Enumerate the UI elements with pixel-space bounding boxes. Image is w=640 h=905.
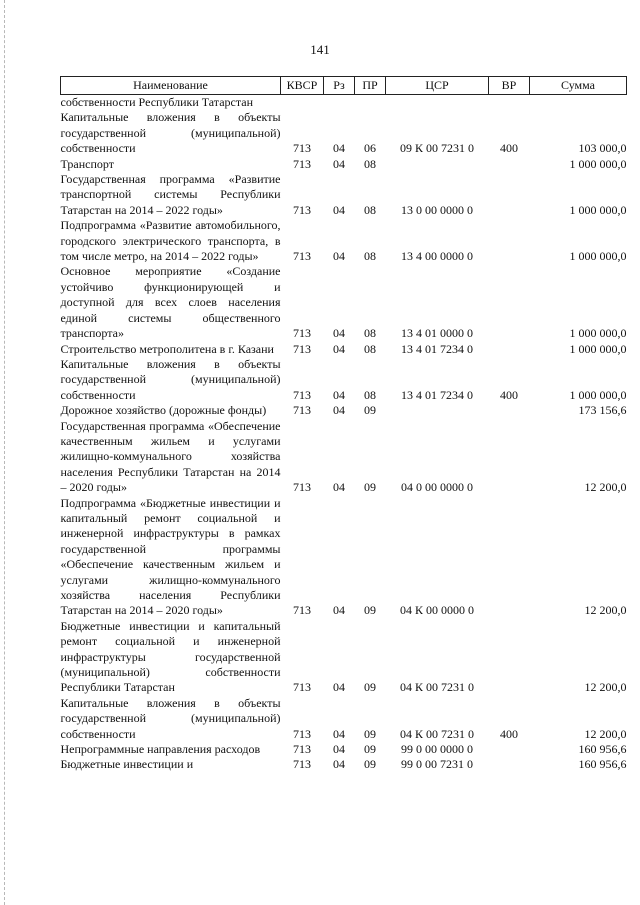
row-name: Подпрограмма «Развитие автомобильного, городского электрического транспорта, в том числе метро, на 2014 – 2022 годы»: [60, 218, 281, 264]
row-sum: 12 200,0: [584, 680, 627, 695]
row-vr: [489, 403, 530, 418]
row-sum: 1 000 000,0: [569, 156, 627, 171]
row-vr: [489, 496, 530, 619]
row-name: Капитальные вложения в объекты государственной (муниципальной) собственности: [60, 110, 281, 156]
row-sum: 103 000,0: [578, 141, 627, 156]
row-pr: 09: [364, 403, 376, 418]
row-vr: [489, 419, 530, 496]
row-sum: [530, 95, 627, 111]
row-csr: 99 0 00 0000 0: [401, 742, 473, 757]
table-row: [61, 95, 627, 111]
row-rz: 04: [333, 341, 345, 356]
table-row: [61, 757, 627, 772]
row-kvsr: 713: [293, 202, 311, 217]
column-header-sum: Сумма: [530, 77, 627, 95]
row-name: Бюджетные инвестиции и капитальный ремонт социальной и инженерной инфраструктуры государственной (муниципальной) собственности Республики Татарстан: [60, 618, 281, 695]
row-vr: 400: [500, 726, 518, 741]
row-kvsr: 713: [293, 156, 311, 171]
row-pr: 08: [364, 249, 376, 264]
row-csr: 04 К 00 7231 0: [399, 680, 474, 695]
column-header-name: Наименование: [61, 77, 281, 95]
row-pr: 08: [364, 202, 376, 217]
table-row: [61, 696, 627, 742]
row-sum: 1 000 000,0: [569, 249, 627, 264]
row-csr: 04 К 00 7231 0: [399, 726, 474, 741]
row-rz: 04: [333, 156, 345, 171]
table-row: [61, 403, 627, 418]
row-sum: 1 000 000,0: [569, 326, 627, 341]
row-pr: 08: [364, 326, 376, 341]
table-row: [61, 342, 627, 357]
row-pr: 09: [364, 742, 376, 757]
row-vr: [489, 264, 530, 341]
row-pr: 09: [364, 603, 376, 618]
row-vr: 400: [500, 387, 518, 402]
column-header-kvsr: КВСР: [281, 77, 324, 95]
row-pr: 06: [364, 141, 376, 156]
row-rz: [324, 95, 355, 111]
row-kvsr: 713: [293, 326, 311, 341]
row-pr: 09: [364, 680, 376, 695]
row-name: Государственная программа «Развитие транспортной системы Республики Татарстан на 2014 – 2022 годы»: [60, 172, 281, 217]
row-name: Строительство метрополитена в г. Казани: [60, 341, 274, 356]
row-name: Капитальные вложения в объекты государственной (муниципальной) собственности: [60, 356, 281, 402]
row-kvsr: 713: [293, 403, 311, 418]
table-row: [61, 157, 627, 172]
row-vr: [489, 757, 530, 772]
row-sum: 1 000 000,0: [569, 202, 627, 217]
table-row: [61, 172, 627, 218]
row-vr: [489, 342, 530, 357]
row-sum: 173 156,6: [578, 403, 627, 418]
row-sum: 12 200,0: [584, 603, 627, 618]
row-name: Государственная программа «Обеспечение качественным жильем и услугами жилищно-коммунального хозяйства населения Республики Татарстан на 2014 – 2020 годы»: [60, 418, 281, 495]
row-rz: 04: [333, 680, 345, 695]
row-pr: [355, 95, 386, 111]
row-rz: 04: [333, 387, 345, 402]
row-kvsr: 713: [293, 480, 311, 495]
row-vr: 400: [500, 141, 518, 156]
row-sum: 12 200,0: [584, 726, 627, 741]
table-row: [61, 496, 627, 619]
row-sum: 1 000 000,0: [569, 387, 627, 402]
row-pr: 08: [364, 156, 376, 171]
row-rz: 04: [333, 480, 345, 495]
page-number: 141: [310, 42, 330, 57]
table-row: [61, 742, 627, 757]
row-sum: 1 000 000,0: [569, 341, 627, 356]
row-kvsr: 713: [293, 742, 311, 757]
row-rz: 04: [333, 726, 345, 741]
row-vr: [489, 619, 530, 696]
row-pr: 09: [364, 480, 376, 495]
row-kvsr: 713: [293, 757, 311, 772]
row-pr: 09: [364, 757, 376, 772]
row-kvsr: 713: [293, 249, 311, 264]
row-vr: [489, 95, 530, 111]
row-vr: [489, 218, 530, 264]
row-csr: 13 0 00 0000 0: [401, 202, 473, 217]
row-pr: 09: [364, 726, 376, 741]
row-rz: 04: [333, 403, 345, 418]
row-pr: 08: [364, 341, 376, 356]
column-header-vr: ВР: [489, 77, 530, 95]
table-row: [61, 419, 627, 496]
page-edge-binding: [4, 0, 5, 905]
row-rz: 04: [333, 326, 345, 341]
row-sum: 12 200,0: [584, 480, 627, 495]
row-sum: 160 956,6: [578, 757, 627, 772]
row-kvsr: 713: [293, 341, 311, 356]
table-row: [61, 264, 627, 341]
row-name: Дорожное хозяйство (дорожные фонды): [60, 403, 267, 418]
row-kvsr: 713: [293, 387, 311, 402]
row-rz: 04: [333, 141, 345, 156]
row-kvsr: 713: [293, 603, 311, 618]
row-rz: 04: [333, 742, 345, 757]
row-csr: [386, 157, 489, 172]
row-vr: [489, 157, 530, 172]
row-kvsr: 713: [293, 680, 311, 695]
row-pr: 08: [364, 387, 376, 402]
row-kvsr: 713: [293, 141, 311, 156]
column-header-pr: ПР: [355, 77, 386, 95]
row-rz: 04: [333, 202, 345, 217]
row-vr: [489, 172, 530, 218]
row-rz: 04: [333, 249, 345, 264]
column-header-csr: ЦСР: [386, 77, 489, 95]
row-csr: 09 К 00 7231 0: [399, 141, 474, 156]
row-name: Транспорт: [60, 156, 114, 171]
column-header-rz: Рз: [324, 77, 355, 95]
row-csr: 13 4 01 7234 0: [401, 341, 473, 356]
row-sum: 160 956,6: [578, 742, 627, 757]
table-row: [61, 110, 627, 156]
row-kvsr: 713: [293, 726, 311, 741]
row-name: Основное мероприятие «Создание устойчиво функционирующей и доступной для всех слоев населения единой системы общественного транспорта»: [60, 264, 281, 341]
table-body: [61, 95, 627, 773]
table-header: [61, 77, 627, 95]
row-name: Капитальные вложения в объекты государственной (муниципальной) собственности: [60, 695, 281, 741]
table-row: [61, 357, 627, 403]
row-csr: 13 4 01 7234 0: [401, 387, 473, 402]
row-csr: 04 К 00 0000 0: [399, 603, 474, 618]
row-rz: 04: [333, 757, 345, 772]
budget-table: [60, 76, 627, 773]
row-csr: 13 4 01 0000 0: [401, 326, 473, 341]
row-csr: 99 0 00 7231 0: [401, 757, 473, 772]
row-csr: 04 0 00 0000 0: [401, 480, 473, 495]
row-kvsr: [281, 95, 324, 111]
row-csr: [386, 403, 489, 418]
row-name: Подпрограмма «Бюджетные инвестиции и капитальный ремонт социальной и инженерной инфраструктуры в рамках государственной программы «Обеспечение качественным жильем и услугами жилищно-коммунального хозяйства населения Республики Татарстан на 2014 – 2020 годы»: [60, 495, 281, 618]
row-rz: 04: [333, 603, 345, 618]
row-name: Непрограммные направления расходов: [60, 742, 261, 757]
row-csr: [386, 95, 489, 111]
row-name: собственности Республики Татарстан: [60, 95, 253, 109]
table-row: [61, 619, 627, 696]
row-name: Бюджетные инвестиции и: [60, 757, 194, 772]
row-vr: [489, 742, 530, 757]
row-csr: 13 4 00 0000 0: [401, 249, 473, 264]
table-row: [61, 218, 627, 264]
